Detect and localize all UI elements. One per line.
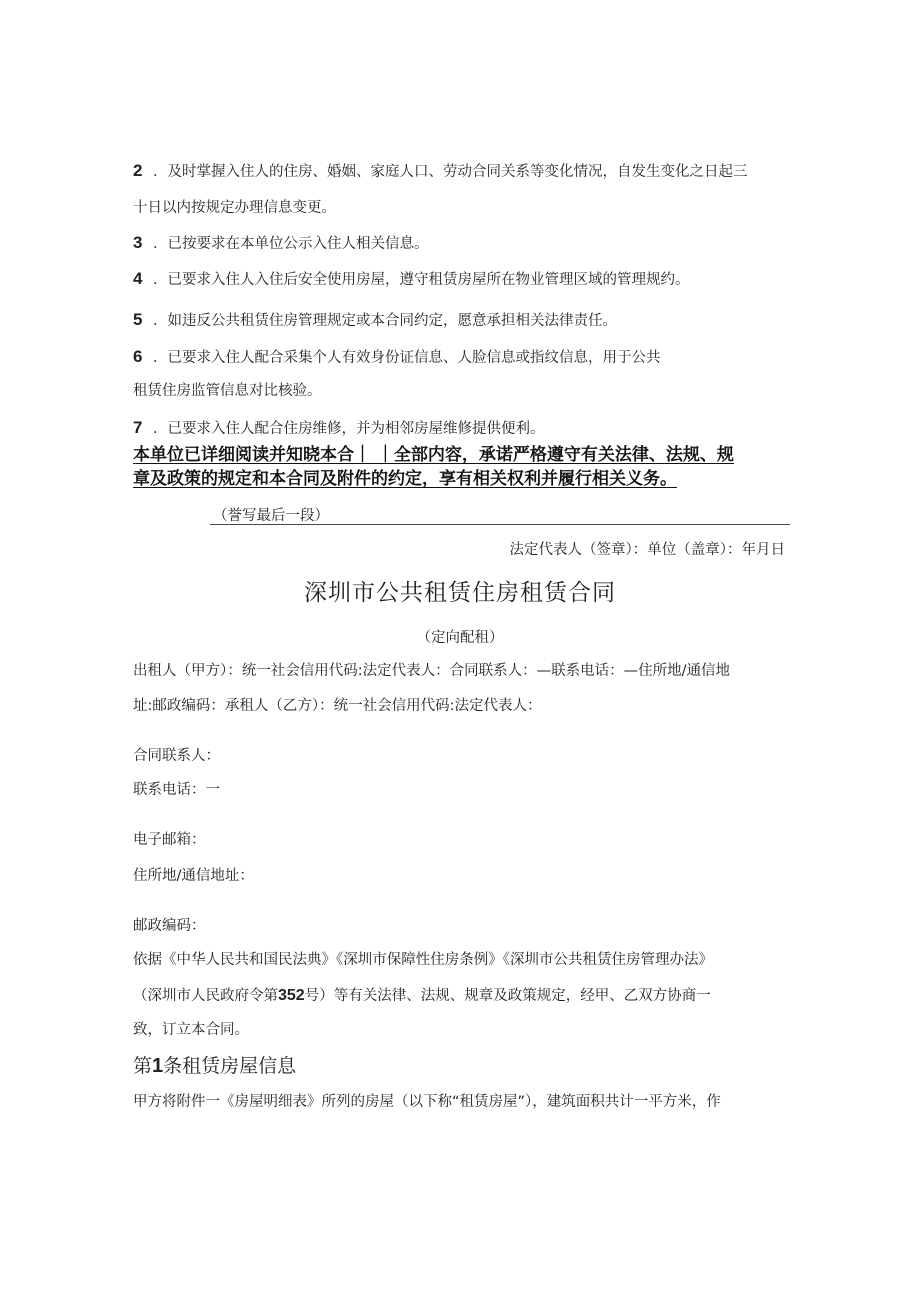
- obligation-item-2: [133, 161, 748, 182]
- obligation-item-2-cont: [133, 198, 336, 218]
- article-title: 条租赁房屋信息: [163, 1055, 297, 1077]
- article-1-text: 甲方将附件一《房屋明细表》所列的房屋（以下称“租赁房屋”），建筑面积共计一平方米，作: [133, 1094, 721, 1110]
- obligation-item-3: [133, 233, 429, 254]
- item-number: 5: [133, 310, 143, 329]
- decree-number: 352: [278, 987, 305, 1004]
- item-text: 租赁住房监管信息对比核验。: [133, 383, 322, 399]
- legal-basis-line-2: [133, 986, 711, 1006]
- legal-basis-text-a: （深圳市人民政府令第: [133, 988, 278, 1004]
- party-info-line-2: 址:邮政编码：承租人（乙方）：统一社会信用代码:法定代表人：: [133, 698, 542, 714]
- article-number: 1: [152, 1055, 164, 1077]
- email-label: 电子邮箱：: [133, 832, 206, 848]
- declaration-line-1: 本单位已详细阅读并知晓本合｜ ｜全部内容，承诺严格遵守有关法律、法规、规: [133, 445, 734, 465]
- item-number: 2: [133, 161, 143, 180]
- contact-person-label: 合同联系人：: [133, 748, 220, 764]
- address-label: 住所地/通信地址：: [133, 868, 254, 884]
- item-number: 4: [133, 269, 143, 288]
- transcribe-note: （誉写最后一段）: [213, 508, 329, 524]
- obligation-item-5: [133, 310, 617, 331]
- legal-basis-line-3: 致，订立本合同。: [133, 1022, 249, 1038]
- legal-basis-line-1: 依据《中华人民共和国民法典》《深圳市保障性住房条例》《深圳市公共租赁住房管理办法》: [133, 952, 713, 968]
- obligation-item-6-cont: [133, 381, 322, 401]
- signature-divider: [210, 524, 790, 525]
- item-number: 3: [133, 233, 143, 252]
- item-text: ．已要求入住人入住后安全使用房屋，遵守租赁房屋所在物业管理区域的管理规约。: [153, 272, 690, 288]
- item-text: ．已要求入住人配合住房维修，并为相邻房屋维修提供便利。: [153, 421, 545, 437]
- article-1-heading: [133, 1053, 296, 1079]
- contract-subtitle: （定向配租）: [416, 630, 504, 646]
- item-text: ．已要求入住人配合采集个人有效身份证信息、人脸信息或指纹信息，用于公共: [153, 350, 661, 366]
- article-prefix: 第: [133, 1055, 153, 1077]
- item-text: ．如违反公共租赁住房管理规定或本合同约定，愿意承担相关法律责任。: [153, 313, 617, 329]
- legal-basis-text-b: 号）等有关法律、法规、规章及政策规定，经甲、乙双方协商一: [304, 988, 711, 1004]
- party-info-line-1: 出租人（甲方）：统一社会信用代码:法定代表人：合同联系人：—联系电话：—住所地/通信地: [133, 663, 731, 679]
- phone-label: 联系电话：一: [133, 782, 220, 798]
- item-text: ．已按要求在本单位公示入住人相关信息。: [153, 236, 429, 252]
- signature-line: 法定代表人（签章）：单位（盖章）：年月日: [509, 542, 785, 558]
- obligation-item-7: [133, 418, 545, 439]
- declaration-line-2: 章及政策的规定和本合同及附件的约定，享有相关权利并履行相关义务。: [133, 469, 677, 489]
- item-text: 十日以内按规定办理信息变更。: [133, 200, 336, 216]
- item-number: 7: [133, 418, 143, 437]
- postcode-label: 邮政编码：: [133, 918, 206, 934]
- contract-title: 深圳市公共租赁住房租赁合同: [304, 580, 616, 606]
- obligation-item-4: [133, 269, 690, 290]
- item-text: ．及时掌握入住人的住房、婚姻、家庭人口、劳动合同关系等变化情况，自发生变化之日起三: [153, 164, 748, 180]
- item-number: 6: [133, 347, 143, 366]
- obligation-item-6: [133, 347, 661, 368]
